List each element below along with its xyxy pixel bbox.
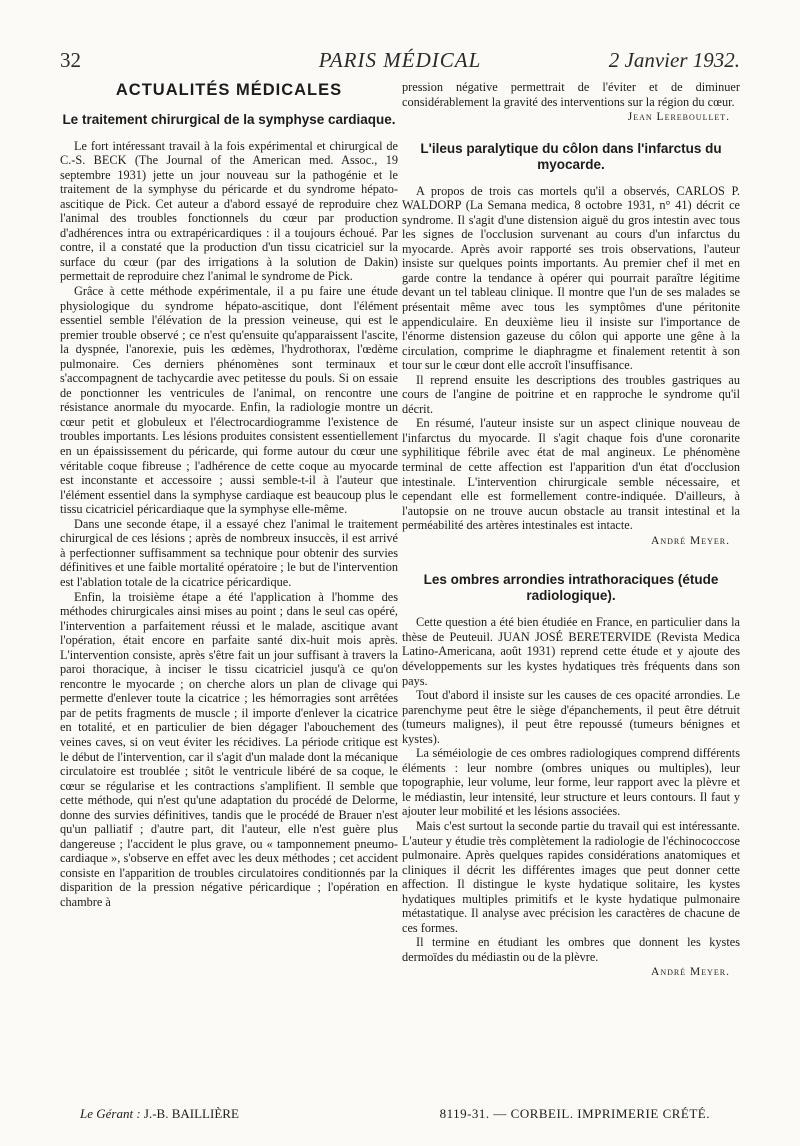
paragraph: Enfin, la troisième étape a été l'application à l'homme des méthodes chirurgicales ainsi mises au point ; dans le seul cas opéré, l'intervention a parfaitement réussi et le malade, ascitique avant l'opération, était encore en parfaite santé dix-huit mois après. L'intervention consiste, après s'être fait un jour suffisant à travers la paroi thoracique, à inciser le tissu cicatriciel jusqu'à ce qu'on rencontre le myocarde ; on cherche alors un plan de clivage qui permette d'enlever toute la cicatrice ; les hémorragies sont arrêtées par de petits fragments de muscle ; il importe d'enlever la cicatrice en totalité, et en particulier de bien dégager l'abouchement des veines caves, si on veut éviter les récidives. La période critique est le début de l'intervention, car il s'agit d'un malade dont la mécanique circulatoire est troublée ; sitôt le ventricule libéré de sa coque, le cœur se régularise et les contractions s'amplifient. Il semble que cette méthode, qui n'est qu'une adaptation du procédé de Delorme, donne des survies définitives, tandis que le procédé de Brauer n'est qu'un palliatif ; d'autre part, dit l'auteur, elle n'est guère plus dangereuse ; l'accident le plus grave, ou « tamponnement pneumo-cardiaque », s'observe en effet avec les deux méthodes ; cet accident consiste en l'apparition de troubles circulatoires conditionnés par la disparition de la pression négative péricardique ; l'opération en chambre à xyxy=(60,589,398,909)
paragraph: A propos de trois cas mortels qu'il a observés, CARLOS P. WALDORP (La Semana medica, 8 octobre 1931, n° 41) décrit ce syndrome. Il s'agit d'une distension aiguë du gros intestin avec tous les signes de l'occlusion survenant au cours d'un infarctus du myocarde. Après avoir rapporté ses trois observations, l'auteur insiste sur quelques points importants. Au premier chef il met en garde contre la tendance à opérer qui pourrait paraître légitime devant un tel tableau clinique. Il montre que l'un de ses malades se présentait même avec tous les symptômes d'une péritonite appendiculaire. En deuxième lieu il insiste sur l'importance de l'énorme distension gazeuse du côlon qui apporte une gêne à la circulation, comprime le diaphragme et finalement retentit à son tour sur le cœur dont elle accroît l'insuffisance. xyxy=(402,183,740,373)
paragraph: Grâce à cette méthode expérimentale, il a pu faire une étude physiologique du syndrome hépato-ascitique, dont l'élément essentiel semble l'élévation de la pression veineuse, qui est le premier trouble observé ; ce n'est qu'ensuite qu'apparaissent l'ascite, la dyspnée, l'anorexie, puis les œdèmes, l'hydrothorax, l'œdème pulmonaire. Ces derniers phénomènes sont terminaux et s'accompagnent de tachycardie avec petitesse du pouls. Si on essaie de ponctionner les ventricules de l'animal, on rencontre une résistance anormale du myocarde. Enfin, la radiologie montre un cœur petit et globuleux et l'électrocardiogramme l'existence de troubles importants. Les lésions produites consistent essentiellement en un épaississement du péricarde, qui forme autour du cœur une véritable coque fibreuse ; l'adhérence de cette coque au myocarde est inconstante et accessoire ; aussi semble-t-il à l'auteur que l'élément essentiel dans la symphyse cardiaque est beaucoup plus le tissu cicatriciel péricardiaque que la symphyse elle-même. xyxy=(60,284,398,517)
paragraph: La séméiologie de ces ombres radiologiques comprend différents éléments : leur nombre (ombres uniques ou multiples), leur topographie, leur volume, leur forme, leur rapport avec la plèvre et le médiastin, leur intensité, leur structure et leurs contours. Il faut y ajouter leur mobilité et les lésions associées. xyxy=(402,746,740,819)
page-number: 32 xyxy=(60,48,81,72)
gerant-line xyxy=(80,1106,239,1122)
paragraph-continued: pression négative permettrait de l'éviter et de diminuer considérablement la gravité des interventions sur la région du cœur. xyxy=(402,80,740,109)
author-signature: André Meyer. xyxy=(651,534,730,547)
author-signature: Jean Lereboullet. xyxy=(627,111,730,124)
article-title-ombres: Les ombres arrondies intrathoraciques (étude radiologique). xyxy=(423,572,719,604)
paragraph: Mais c'est surtout la seconde partie du travail qui est intéressante. L'auteur y étudie très complètement la radiologie de l'échinococcose pulmonaire. Après quelques rapides considérations anatomiques et cliniques il décrit les différentes images que peut donner cette affection. Il distingue le kyste hydatique solitaire, les kystes hydatiques multiples primitifs et le kyste hydatique pulmonaire métastatique. Il analyse avec précision les caractères de chacune de ces formes. xyxy=(402,818,740,935)
paragraph: Le fort intéressant travail à la fois expérimental et chirurgical de C.-S. BECK (The Journal of the American med. Assoc., 19 septembre 1931) jette un jour nouveau sur la pathogénie et le traitement de la symphyse du péricarde et du syndrome hépato-ascitique de Pick. Cet auteur a d'abord essayé de reproduire chez l'animal des troubles fonctionnels du cœur par production d'adhérences intra ou extrapéricardiques : il a toujours échoué. Par contre, il a constaté que la production d'un tissu cicatriciel sur la surface du cœur (par des irrigations à la solution de Dakin) permettait de reproduire chez l'animal le syndrome de Pick. xyxy=(60,138,398,284)
right-column xyxy=(402,80,740,988)
paragraph: Il termine en étudiant les ombres que donnent les kystes dermoïdes du médiastin ou de la plèvre. xyxy=(402,935,740,964)
article-title-symphyse: Le traitement chirurgical de la symphyse cardiaque. xyxy=(62,111,396,127)
left-column xyxy=(60,80,398,910)
gerant-name: J.-B. BAILLIÈRE xyxy=(143,1106,239,1121)
issue-date: 2 Janvier 1932. xyxy=(608,48,740,72)
section-title: ACTUALITÉS MÉDICALES xyxy=(115,81,343,99)
paragraph: En résumé, l'auteur insiste sur un aspect clinique nouveau de l'infarctus du myocarde. Il s'agit chaque fois d'une coronarite syphilitique fébrile avec état de mal angineux. Le phénomène terminal de cette affection est l'apparition d'un état d'occlusion intestinale. L'intervention chirurgicale semble nécessaire, et cependant elle est formellement contre-indiquée. D'ailleurs, à l'autopsie on ne trouve aucun obstacle au transit intestinal et la perméabilité des artères intestinales est intacte. xyxy=(402,416,740,533)
paragraph: Il reprend ensuite les descriptions des troubles gastriques au cours de l'angine de poitrine et en rapproche le syndrome qu'il décrit. xyxy=(402,372,740,416)
journal-title: PARIS MÉDICAL xyxy=(318,48,482,72)
article-title-ileus: L'ileus paralytique du côlon dans l'infarctus du myocarde. xyxy=(420,140,722,172)
paragraph: Cette question a été bien étudiée en France, en particulier dans la thèse de Peuteuil. JUAN JOSÉ BERETERVIDE (Revista Medica Latino-Americana, août 1931) reprend cette étude et y ajoute des développements sur les kystes hydatiques très fréquents dans son pays. xyxy=(402,615,740,688)
page-footer xyxy=(60,1106,740,1124)
printer-line: 8119-31. — CORBEIL. IMPRIMERIE CRÉTÉ. xyxy=(439,1106,710,1121)
author-signature: André Meyer. xyxy=(651,966,730,979)
page-header xyxy=(60,48,740,74)
gerant-label: Le Gérant : xyxy=(80,1106,141,1121)
paragraph: Tout d'abord il insiste sur les causes de ces opacité arrondies. Le parenchyme peut être le siège d'épanchements, il peut être détruit (tumeurs malignes), il peut être repoussé (tumeurs bénignes et kystes). xyxy=(402,688,740,746)
paragraph: Dans une seconde étape, il a essayé chez l'animal le traitement chirurgical de ces lésions ; après de nombreux insuccès, il est arrivé à perfectionner suffisamment sa technique pour obtenir des survies définitives et une faible mortalité opératoire ; le but de l'intervention est l'ablation totale de la cicatrice péricardique. xyxy=(60,516,398,589)
